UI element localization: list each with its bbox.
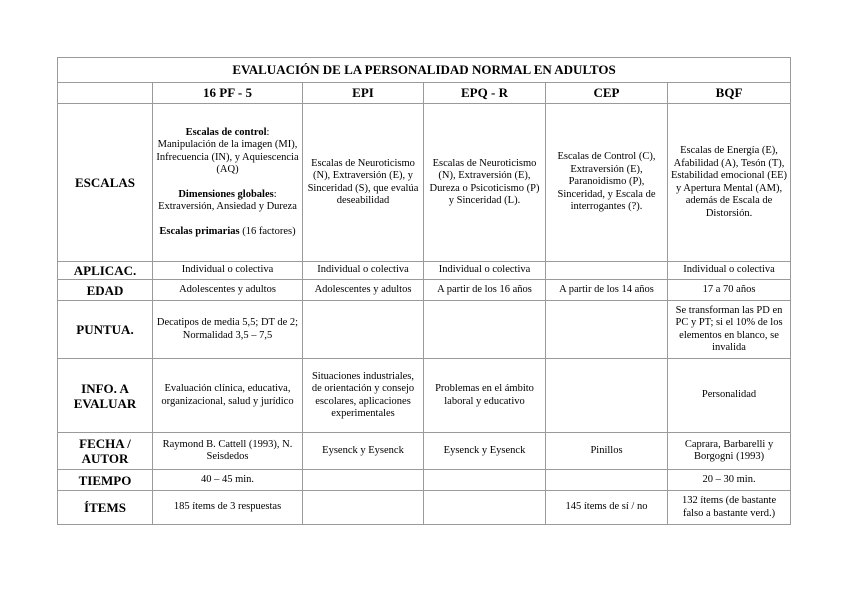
table-cell: 17 a 70 años [668, 280, 791, 301]
table-cell: 185 ítems de 3 respuestas [153, 491, 303, 525]
edad-row [58, 280, 791, 301]
table-cell [546, 262, 668, 280]
table-cell: Evaluación clínica, educativa, organizacional, salud y jurídico [153, 359, 303, 433]
primary-scales-block [156, 226, 299, 239]
table-cell: Eysenck y Eysenck [424, 433, 546, 470]
column-header-epq-r: EPQ - R [424, 83, 546, 104]
global-dimensions-text: : Extraversión, Ansiedad y Dureza [158, 188, 297, 213]
global-dimensions-title: Dimensiones globales [178, 188, 274, 200]
table-cell: Adolescentes y adultos [303, 280, 424, 301]
table-title: EVALUACIÓN DE LA PERSONALIDAD NORMAL EN ADULTOS [58, 58, 791, 83]
escalas-16pf5-cell [153, 104, 303, 262]
table-cell: 40 – 45 min. [153, 470, 303, 491]
table-cell [424, 491, 546, 525]
table-cell: Caprara, Barbarelli y Borgogni (1993) [668, 433, 791, 470]
table-cell: Pinillos [546, 433, 668, 470]
header-row [58, 83, 791, 104]
table-cell [303, 470, 424, 491]
primary-scales-text: (16 factores) [239, 225, 296, 237]
row-label-info-evaluar: INFO. A EVALUAR [58, 359, 153, 433]
table-cell [546, 359, 668, 433]
table-cell: Decatipos de media 5,5; DT de 2; Normalidad 3,5 – 7,5 [153, 301, 303, 359]
items-row [58, 491, 791, 525]
table-cell: Eysenck y Eysenck [303, 433, 424, 470]
column-header-cep: CEP [546, 83, 668, 104]
table-cell: 132 ítems (de bastante falso a bastante verd.) [668, 491, 791, 525]
table-cell: Se transforman las PD en PC y PT; si el 10% de los elementos en blanco, se invalida [668, 301, 791, 359]
table-cell [546, 301, 668, 359]
tiempo-row [58, 470, 791, 491]
table-cell [303, 491, 424, 525]
row-label-escalas: ESCALAS [58, 104, 153, 262]
control-scales-title: Escalas de control [185, 126, 267, 138]
table-cell: Individual o colectiva [303, 262, 424, 280]
row-label-fecha-autor: FECHA / AUTOR [58, 433, 153, 470]
row-label-puntua: PUNTUA. [58, 301, 153, 359]
fecha-autor-row [58, 433, 791, 470]
table-cell: 20 – 30 min. [668, 470, 791, 491]
table-cell: Individual o colectiva [153, 262, 303, 280]
table-cell [303, 301, 424, 359]
global-dimensions-block [156, 189, 299, 214]
puntua-row [58, 301, 791, 359]
table-cell [424, 301, 546, 359]
table-cell: Situaciones industriales, de orientación y consejo escolares, aplicaciones experimentales [303, 359, 424, 433]
row-label-tiempo: TIEMPO [58, 470, 153, 491]
table-cell [546, 470, 668, 491]
table-cell: Personalidad [668, 359, 791, 433]
table-cell [424, 470, 546, 491]
escalas-bqf-cell: Escalas de Energía (E), Afabilidad (A), Tesón (T), Estabilidad emocional (EE) y Apertura Mental (AM), además de Escala de Distorsión. [668, 104, 791, 262]
personality-evaluation-document [57, 57, 790, 525]
header-corner-cell [58, 83, 153, 104]
row-label-edad: EDAD [58, 280, 153, 301]
escalas-cep-cell: Escalas de Control (C), Extraversión (E), Paranoidismo (P), Sinceridad, y Escala de interrogantes (?). [546, 104, 668, 262]
escalas-row [58, 104, 791, 262]
aplicac-row [58, 262, 791, 280]
column-header-epi: EPI [303, 83, 424, 104]
primary-scales-title: Escalas primarias [159, 225, 240, 237]
escalas-epi-cell: Escalas de Neuroticismo (N), Extraversión (E), y Sinceridad (S), que evalúa deseabilidad [303, 104, 424, 262]
row-label-aplicac: APLICAC. [58, 262, 153, 280]
escalas-epq-r-cell: Escalas de Neuroticismo (N), Extraversión (E), Dureza o Psicoticismo (P) y Sinceridad (L). [424, 104, 546, 262]
table-cell: 145 ítems de sí / no [546, 491, 668, 525]
evaluation-table [57, 57, 791, 525]
control-scales-block [156, 127, 299, 177]
table-cell: A partir de los 14 años [546, 280, 668, 301]
column-header-16pf5: 16 PF - 5 [153, 83, 303, 104]
table-cell: Individual o colectiva [424, 262, 546, 280]
table-cell: Problemas en el ámbito laboral y educativo [424, 359, 546, 433]
row-label-items: ÍTEMS [58, 491, 153, 525]
table-cell: Adolescentes y adultos [153, 280, 303, 301]
column-header-bqf: BQF [668, 83, 791, 104]
title-row [58, 58, 791, 83]
table-cell: Individual o colectiva [668, 262, 791, 280]
table-cell: Raymond B. Cattell (1993), N. Seisdedos [153, 433, 303, 470]
table-cell: A partir de los 16 años [424, 280, 546, 301]
control-scales-text: : Manipulación de la imagen (MI), Infrecuencia (IN), y Aquiescencia (AQ) [156, 126, 299, 176]
info-evaluar-row [58, 359, 791, 433]
